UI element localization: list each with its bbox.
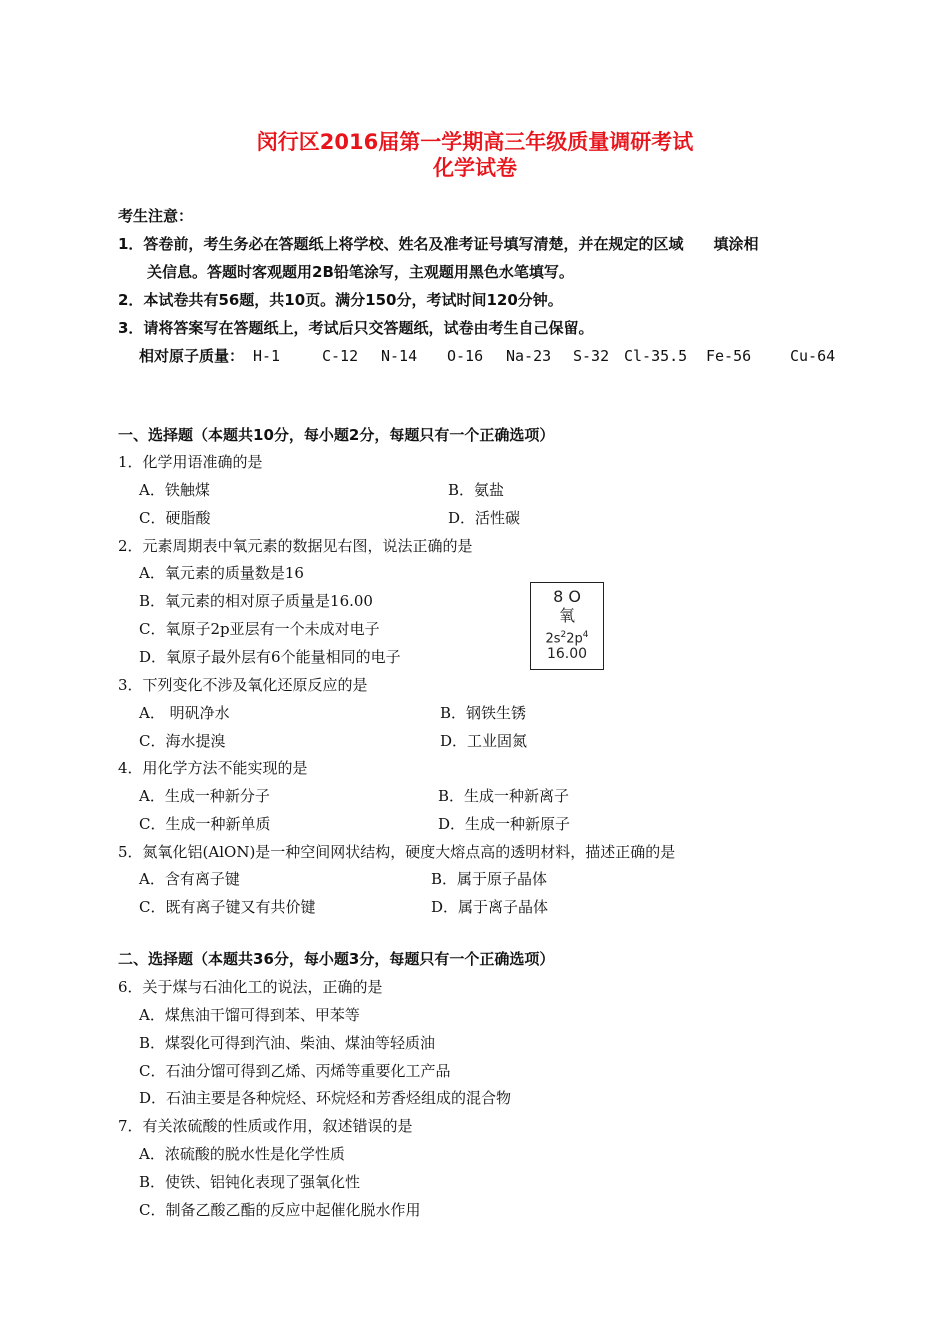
question-2-option-a: A．氧元素的质量数是16 <box>139 564 304 582</box>
question-6-option-c: C．石油分馏可得到乙烯、丙烯等重要化工产品 <box>139 1062 451 1080</box>
atomic-mass-label: 相对原子质量： <box>139 347 245 365</box>
question-2-option-b: B．氧元素的相对原子质量是16.00 <box>139 592 373 610</box>
question-7-option-a: A．浓硫酸的脱水性是化学性质 <box>139 1145 345 1163</box>
question-1-stem: 1．化学用语准确的是 <box>118 453 263 471</box>
question-5-stem: 5．氮氧化铝(AlON)是一种空间网状结构，硬度大熔点高的透明材料，描述正确的是 <box>118 843 676 861</box>
question-3-stem: 3．下列变化不涉及氧化还原反应的是 <box>118 676 368 694</box>
question-1-option-c: C．硬脂酸 <box>139 509 211 527</box>
question-6-option-a: A．煤焦油干馏可得到苯、甲苯等 <box>139 1006 360 1024</box>
atomic-mass-cl: Cl-35.5 <box>624 347 688 365</box>
question-6-option-b: B．煤裂化可得到汽油、柴油、煤油等轻质油 <box>139 1034 436 1052</box>
question-5-option-a: A．含有离子键 <box>139 870 240 888</box>
atomic-mass-h: H-1 <box>253 347 281 365</box>
question-4-option-b: B．生成一种新离子 <box>438 787 570 805</box>
question-2-option-d: D．氧原子最外层有6个能量相同的电子 <box>139 648 401 666</box>
question-4-option-d: D．生成一种新原子 <box>438 815 571 833</box>
atomic-mass-s: S-32 <box>573 347 610 365</box>
atomic-mass-cu: Cu-64 <box>790 347 836 365</box>
notice-item-1: 1．答卷前，考生务必在答题纸上将学校、姓名及准考证号填写清楚，并在规定的区域 填涂相 <box>118 235 759 253</box>
notice-item-2: 2．本试卷共有56题，共10页。满分150分，考试时间120分钟。 <box>118 291 563 309</box>
exam-title: 闵行区2016届第一学期高三年级质量调研考试 <box>256 130 694 154</box>
question-5-option-d: D．属于离子晶体 <box>431 898 549 916</box>
question-2-stem: 2．元素周期表中氧元素的数据见右图，说法正确的是 <box>118 537 473 555</box>
notice-item-3: 3．请将答案写在答题纸上，考试后只交答题纸，试卷由考生自己保留。 <box>118 319 594 337</box>
oxygen-element-card <box>530 582 604 670</box>
question-7-option-c: C．制备乙酸乙酯的反应中起催化脱水作用 <box>139 1201 421 1219</box>
question-3-option-b: B．钢铁生锈 <box>440 704 527 722</box>
notice-heading: 考生注意： <box>118 207 194 225</box>
question-1-option-b: B．氨盐 <box>448 481 505 499</box>
atomic-mass-na: Na-23 <box>506 347 552 365</box>
question-7-stem: 7．有关浓硫酸的性质或作用，叙述错误的是 <box>118 1117 413 1135</box>
question-3-option-a: A． 明矾净水 <box>139 704 230 722</box>
section-1-heading: 一、选择题（本题共10分，每小题2分，每题只有一个正确选项） <box>118 426 555 444</box>
question-1-option-a: A．铁触煤 <box>139 481 210 499</box>
atomic-mass-o: O-16 <box>447 347 484 365</box>
question-4-option-a: A．生成一种新分子 <box>139 787 270 805</box>
question-5-option-b: B．属于原子晶体 <box>431 870 548 888</box>
question-7-option-b: B．使铁、铝钝化表现了强氧化性 <box>139 1173 361 1191</box>
question-4-stem: 4．用化学方法不能实现的是 <box>118 759 308 777</box>
notice-item-1-cont: 关信息。答题时客观题用2B铅笔涂写，主观题用黑色水笔填写。 <box>147 263 574 281</box>
exam-subtitle: 化学试卷 <box>433 156 517 180</box>
element-number-symbol: 8 O <box>553 587 581 606</box>
question-4-option-c: C．生成一种新单质 <box>139 815 271 833</box>
question-2-option-c: C．氧原子2p亚层有一个未成对电子 <box>139 620 380 638</box>
question-3-option-c: C．海水提溴 <box>139 732 226 750</box>
question-6-stem: 6．关于煤与石油化工的说法，正确的是 <box>118 978 383 996</box>
atomic-mass-c: C-12 <box>322 347 359 365</box>
electron-configuration: $2s^22p^4$ <box>545 630 589 647</box>
atomic-mass-fe: Fe-56 <box>706 347 752 365</box>
atomic-mass-n: N-14 <box>381 347 418 365</box>
element-atomic-mass: 16.00 <box>546 646 588 662</box>
question-1-option-d: D．活性碳 <box>448 509 521 527</box>
section-2-heading: 二、选择题（本题共36分，每小题3分，每题只有一个正确选项） <box>118 950 555 968</box>
element-name: 氧 <box>558 606 575 625</box>
question-3-option-d: D．工业固氮 <box>440 732 528 750</box>
question-6-option-d: D．石油主要是各种烷烃、环烷烃和芳香烃组成的混合物 <box>139 1089 512 1107</box>
question-5-option-c: C．既有离子键又有共价键 <box>139 898 316 916</box>
